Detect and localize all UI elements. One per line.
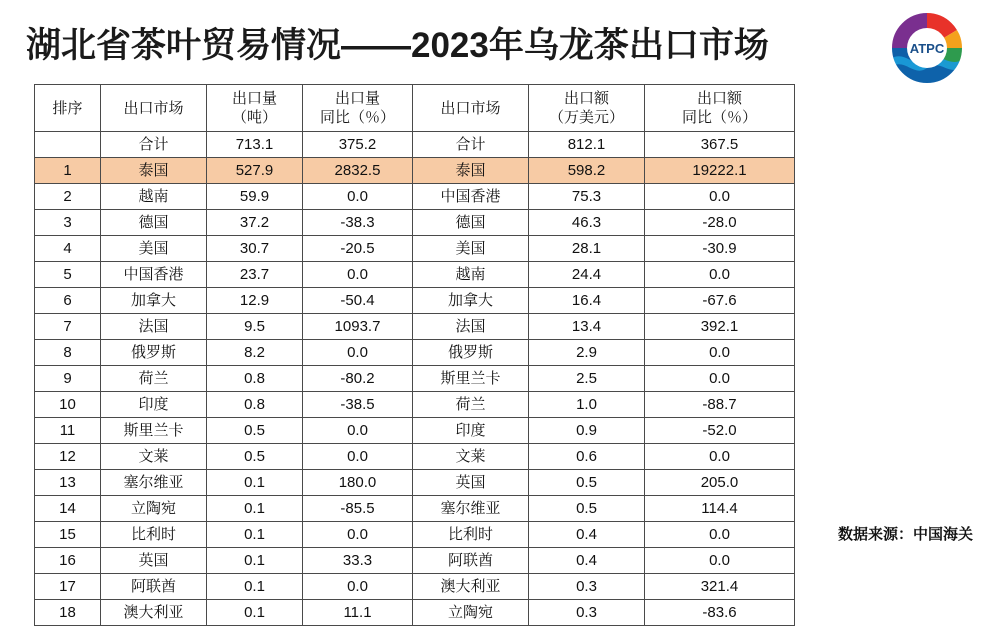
cell-value: 1.0 — [529, 392, 645, 418]
cell-rank: 17 — [35, 574, 101, 600]
th-value-yoy-line1: 出口额 — [696, 90, 742, 107]
table-row — [35, 288, 795, 314]
th-volume-line2: （吨） — [231, 109, 277, 126]
th-rank-line1: 排序 — [52, 99, 83, 117]
cell-rank: 5 — [35, 262, 101, 288]
cell-market-volume: 荷兰 — [101, 366, 207, 392]
table-row — [35, 366, 795, 392]
cell-market-value: 荷兰 — [413, 392, 529, 418]
cell-volume: 12.9 — [207, 288, 303, 314]
cell-volume: 0.8 — [207, 366, 303, 392]
cell-rank: 11 — [35, 418, 101, 444]
cell-volume: 0.1 — [207, 470, 303, 496]
cell-market-volume: 斯里兰卡 — [101, 418, 207, 444]
cell-value-yoy: 367.5 — [645, 132, 795, 158]
cell-volume: 0.1 — [207, 522, 303, 548]
cell-value: 0.5 — [529, 496, 645, 522]
cell-volume-yoy: 0.0 — [303, 444, 413, 470]
th-rank — [35, 85, 101, 132]
cell-market-volume: 加拿大 — [101, 288, 207, 314]
cell-rank: 6 — [35, 288, 101, 314]
cell-market-volume: 德国 — [101, 210, 207, 236]
cell-rank: 15 — [35, 522, 101, 548]
th-value — [529, 85, 645, 132]
cell-value-yoy: 0.0 — [645, 548, 795, 574]
cell-volume-yoy: 2832.5 — [303, 158, 413, 184]
cell-volume: 9.5 — [207, 314, 303, 340]
cell-market-volume: 中国香港 — [101, 262, 207, 288]
cell-volume-yoy: 0.0 — [303, 574, 413, 600]
cell-volume: 8.2 — [207, 340, 303, 366]
cell-market-value: 美国 — [413, 236, 529, 262]
cell-value: 0.4 — [529, 548, 645, 574]
th-value-yoy — [645, 85, 795, 132]
cell-market-value: 俄罗斯 — [413, 340, 529, 366]
cell-value: 0.6 — [529, 444, 645, 470]
cell-market-value: 阿联酋 — [413, 548, 529, 574]
cell-value: 16.4 — [529, 288, 645, 314]
cell-volume: 0.8 — [207, 392, 303, 418]
cell-value: 0.4 — [529, 522, 645, 548]
cell-volume: 23.7 — [207, 262, 303, 288]
cell-value: 0.3 — [529, 600, 645, 626]
cell-rank: 12 — [35, 444, 101, 470]
cell-volume-yoy: 0.0 — [303, 340, 413, 366]
cell-volume: 0.5 — [207, 418, 303, 444]
cell-market-value: 印度 — [413, 418, 529, 444]
th-market-volume-line1: 出口市场 — [123, 99, 184, 117]
table-row — [35, 418, 795, 444]
cell-volume-yoy: -85.5 — [303, 496, 413, 522]
table-row — [35, 314, 795, 340]
cell-value: 598.2 — [529, 158, 645, 184]
cell-value-yoy: 114.4 — [645, 496, 795, 522]
cell-market-value: 立陶宛 — [413, 600, 529, 626]
cell-market-value: 加拿大 — [413, 288, 529, 314]
cell-value-yoy: 392.1 — [645, 314, 795, 340]
th-market-volume — [101, 85, 207, 132]
cell-volume: 0.1 — [207, 496, 303, 522]
cell-rank: 4 — [35, 236, 101, 262]
cell-value-yoy: -67.6 — [645, 288, 795, 314]
cell-volume: 0.1 — [207, 574, 303, 600]
cell-volume-yoy: 1093.7 — [303, 314, 413, 340]
cell-market-volume: 阿联酋 — [101, 574, 207, 600]
th-volume — [207, 85, 303, 132]
cell-volume: 527.9 — [207, 158, 303, 184]
svg-text:ATPC: ATPC — [909, 41, 945, 56]
cell-rank: 14 — [35, 496, 101, 522]
table-row — [35, 210, 795, 236]
cell-value-yoy: 19222.1 — [645, 158, 795, 184]
cell-value: 13.4 — [529, 314, 645, 340]
cell-value-yoy: 0.0 — [645, 366, 795, 392]
cell-rank: 18 — [35, 600, 101, 626]
th-value-yoy-line2: 同比（％） — [681, 109, 757, 126]
cell-market-value: 比利时 — [413, 522, 529, 548]
cell-market-volume: 法国 — [101, 314, 207, 340]
cell-value-yoy: -88.7 — [645, 392, 795, 418]
cell-market-volume: 泰国 — [101, 158, 207, 184]
cell-rank: 9 — [35, 366, 101, 392]
table-row — [35, 496, 795, 522]
cell-rank: 1 — [35, 158, 101, 184]
cell-volume-yoy: -50.4 — [303, 288, 413, 314]
cell-volume-yoy: -80.2 — [303, 366, 413, 392]
cell-rank: 3 — [35, 210, 101, 236]
cell-market-volume: 澳大利亚 — [101, 600, 207, 626]
th-market-value — [413, 85, 529, 132]
cell-volume-yoy: 0.0 — [303, 418, 413, 444]
cell-rank — [35, 132, 101, 158]
cell-volume: 30.7 — [207, 236, 303, 262]
cell-market-value: 中国香港 — [413, 184, 529, 210]
cell-market-volume: 塞尔维亚 — [101, 470, 207, 496]
cell-rank: 16 — [35, 548, 101, 574]
cell-volume: 59.9 — [207, 184, 303, 210]
cell-value: 24.4 — [529, 262, 645, 288]
cell-rank: 8 — [35, 340, 101, 366]
cell-market-volume: 印度 — [101, 392, 207, 418]
cell-volume-yoy: 11.1 — [303, 600, 413, 626]
cell-value-yoy: 0.0 — [645, 262, 795, 288]
table-row — [35, 574, 795, 600]
cell-value-yoy: 0.0 — [645, 444, 795, 470]
table-row — [35, 470, 795, 496]
cell-market-value: 塞尔维亚 — [413, 496, 529, 522]
table-row — [35, 158, 795, 184]
cell-market-value: 越南 — [413, 262, 529, 288]
cell-market-value: 斯里兰卡 — [413, 366, 529, 392]
export-market-table — [34, 84, 795, 626]
th-value-line1: 出口额 — [563, 90, 609, 107]
cell-volume: 0.1 — [207, 548, 303, 574]
table-row — [35, 340, 795, 366]
cell-rank: 10 — [35, 392, 101, 418]
cell-volume-yoy: 375.2 — [303, 132, 413, 158]
cell-volume: 713.1 — [207, 132, 303, 158]
cell-volume: 0.1 — [207, 600, 303, 626]
cell-value-yoy: -83.6 — [645, 600, 795, 626]
th-volume-line1: 出口量 — [231, 90, 277, 107]
cell-volume-yoy: 0.0 — [303, 184, 413, 210]
table-row — [35, 184, 795, 210]
th-value-line2: （万美元） — [548, 109, 624, 126]
cell-value: 2.5 — [529, 366, 645, 392]
cell-value: 0.3 — [529, 574, 645, 600]
th-market-value-line1: 出口市场 — [440, 99, 501, 117]
cell-market-value: 澳大利亚 — [413, 574, 529, 600]
cell-value-yoy: -30.9 — [645, 236, 795, 262]
cell-market-volume: 合计 — [101, 132, 207, 158]
table-row — [35, 548, 795, 574]
export-market-table-container — [34, 84, 794, 626]
cell-volume: 37.2 — [207, 210, 303, 236]
cell-value: 812.1 — [529, 132, 645, 158]
cell-value-yoy: 0.0 — [645, 340, 795, 366]
cell-volume-yoy: -38.3 — [303, 210, 413, 236]
cell-value-yoy: -52.0 — [645, 418, 795, 444]
cell-volume-yoy: 0.0 — [303, 522, 413, 548]
th-volume-yoy-line1: 出口量 — [334, 90, 380, 107]
cell-value: 2.9 — [529, 340, 645, 366]
cell-value: 75.3 — [529, 184, 645, 210]
cell-market-value: 英国 — [413, 470, 529, 496]
atpc-logo — [887, 8, 967, 88]
cell-volume-yoy: 0.0 — [303, 262, 413, 288]
table-row — [35, 444, 795, 470]
table-row — [35, 236, 795, 262]
cell-market-volume: 文莱 — [101, 444, 207, 470]
cell-market-volume: 比利时 — [101, 522, 207, 548]
cell-volume: 0.5 — [207, 444, 303, 470]
cell-market-volume: 越南 — [101, 184, 207, 210]
cell-value: 28.1 — [529, 236, 645, 262]
cell-market-value: 泰国 — [413, 158, 529, 184]
table-row — [35, 262, 795, 288]
cell-market-value: 法国 — [413, 314, 529, 340]
cell-value: 0.9 — [529, 418, 645, 444]
cell-value: 0.5 — [529, 470, 645, 496]
table-row — [35, 132, 795, 158]
table-header-row — [35, 85, 795, 132]
cell-value-yoy: 0.0 — [645, 522, 795, 548]
cell-market-value: 德国 — [413, 210, 529, 236]
cell-volume-yoy: -38.5 — [303, 392, 413, 418]
cell-market-value: 合计 — [413, 132, 529, 158]
cell-market-value: 文莱 — [413, 444, 529, 470]
cell-rank: 13 — [35, 470, 101, 496]
table-row — [35, 600, 795, 626]
cell-rank: 2 — [35, 184, 101, 210]
cell-value: 46.3 — [529, 210, 645, 236]
th-volume-yoy — [303, 85, 413, 132]
table-row — [35, 522, 795, 548]
cell-volume-yoy: -20.5 — [303, 236, 413, 262]
th-volume-yoy-line2: 同比（％） — [319, 109, 395, 126]
table-body — [35, 132, 795, 626]
cell-market-volume: 英国 — [101, 548, 207, 574]
cell-value-yoy: 321.4 — [645, 574, 795, 600]
cell-value-yoy: -28.0 — [645, 210, 795, 236]
table-row — [35, 392, 795, 418]
cell-value-yoy: 205.0 — [645, 470, 795, 496]
cell-value-yoy: 0.0 — [645, 184, 795, 210]
cell-volume-yoy: 180.0 — [303, 470, 413, 496]
cell-rank: 7 — [35, 314, 101, 340]
cell-market-volume: 俄罗斯 — [101, 340, 207, 366]
source-note: 数据来源：中国海关 — [837, 526, 973, 543]
cell-market-volume: 立陶宛 — [101, 496, 207, 522]
page-title: 湖北省茶叶贸易情况——2023年乌龙茶出口市场 — [26, 26, 769, 65]
cell-market-volume: 美国 — [101, 236, 207, 262]
cell-volume-yoy: 33.3 — [303, 548, 413, 574]
